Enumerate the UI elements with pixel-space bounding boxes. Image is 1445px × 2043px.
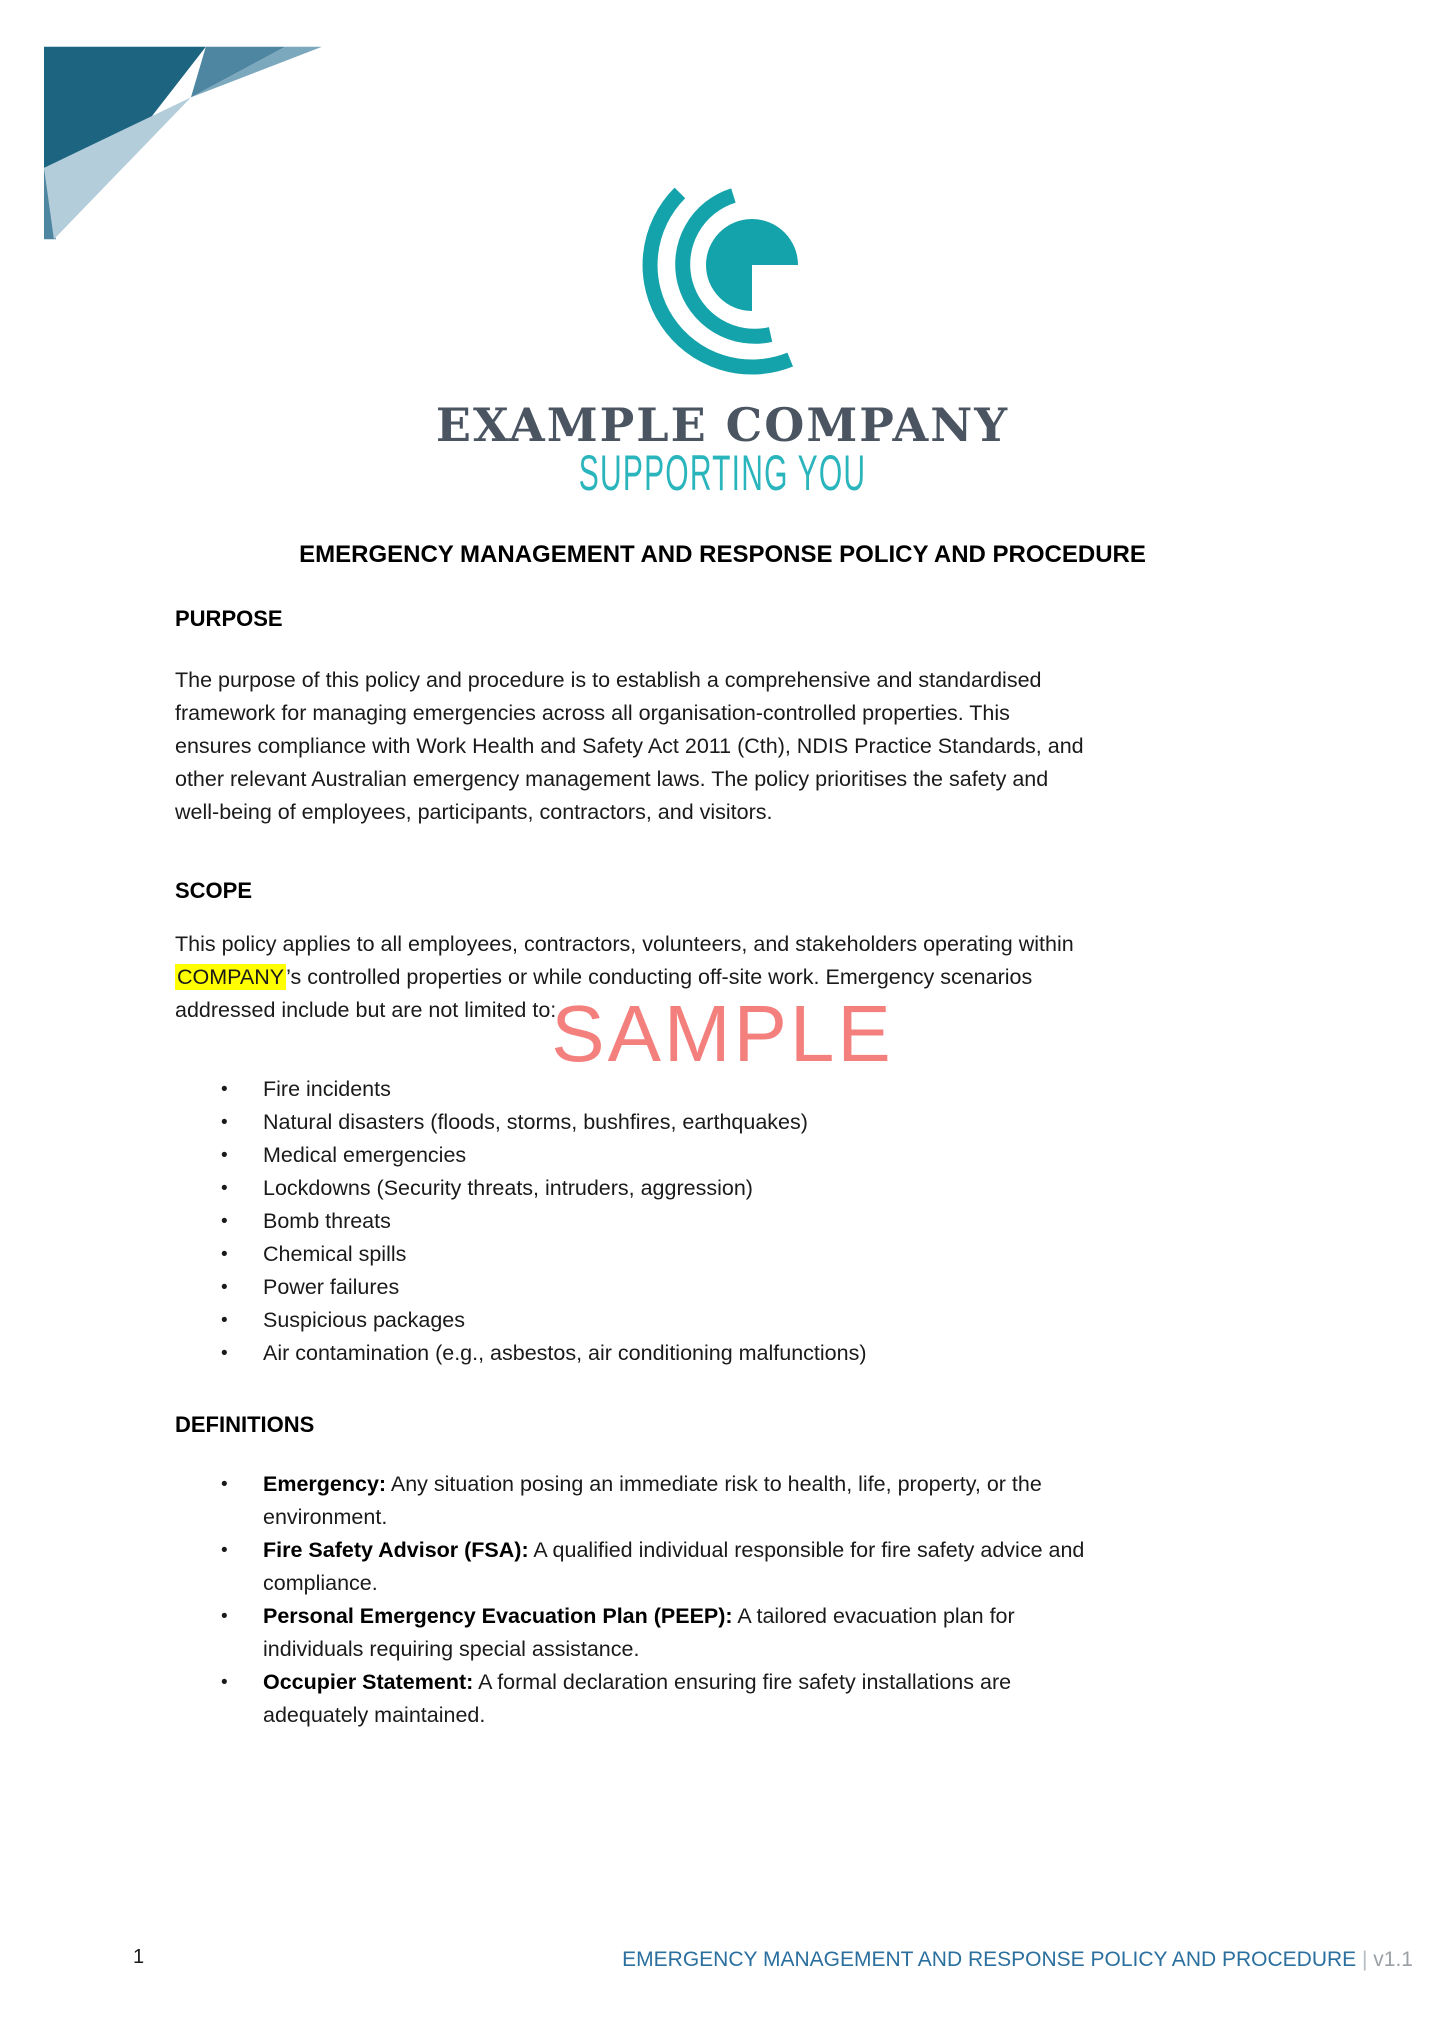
definition-term: Fire Safety Advisor (FSA): bbox=[263, 1538, 529, 1562]
footer-version: v1.1 bbox=[1373, 1948, 1413, 1971]
list-item bbox=[175, 1271, 1275, 1304]
list-item bbox=[175, 1205, 1275, 1238]
corner-triangles-decoration bbox=[44, 46, 322, 240]
list-item bbox=[175, 1600, 1275, 1666]
definition-list bbox=[175, 1468, 1275, 1732]
list-item bbox=[175, 1304, 1275, 1337]
definition-term: Occupier Statement: bbox=[263, 1670, 474, 1694]
list-item-text: Suspicious packages bbox=[263, 1308, 465, 1332]
definition-line: compliance. bbox=[263, 1571, 378, 1595]
list-item bbox=[175, 1238, 1275, 1271]
bullet-icon: • bbox=[221, 1310, 228, 1331]
bullet-icon: • bbox=[221, 1178, 228, 1199]
purpose-line: other relevant Australian emergency management laws. The policy prioritises the safety and bbox=[175, 767, 1049, 791]
brand-company-name: EXAMPLE COMPANY bbox=[435, 398, 1010, 452]
definition-line bbox=[263, 1666, 1275, 1699]
sample-watermark: SAMPLE bbox=[551, 989, 894, 1078]
definition-line bbox=[263, 1534, 1275, 1567]
list-item-text: Medical emergencies bbox=[263, 1143, 467, 1167]
bullet-icon: • bbox=[221, 1211, 228, 1232]
list-item-text: Lockdowns (Security threats, intruders, aggression) bbox=[263, 1176, 753, 1200]
bullet-icon: • bbox=[221, 1112, 228, 1133]
definition-term: Emergency: bbox=[263, 1472, 387, 1496]
scope-paragraph bbox=[175, 928, 1275, 1027]
brand-tagline-text: SUPPORTING YOU bbox=[578, 445, 867, 501]
list-item bbox=[175, 1337, 1275, 1370]
footer bbox=[622, 1948, 1413, 1972]
definition-line: environment. bbox=[263, 1505, 388, 1529]
scope-line-rest: ’s controlled properties or while conducting off-site work. Emergency scenarios bbox=[286, 965, 1033, 989]
purpose-paragraph bbox=[175, 664, 1275, 829]
list-item bbox=[175, 1106, 1275, 1139]
page-number: 1 bbox=[133, 1946, 145, 1968]
footer-doc-title: EMERGENCY MANAGEMENT AND RESPONSE POLICY AND PROCEDURE bbox=[622, 1948, 1357, 1971]
purpose-line: ensures compliance with Work Health and Safety Act 2011 (Cth), NDIS Practice Standards, and bbox=[175, 734, 1084, 758]
scope-line: This policy applies to all employees, contractors, volunteers, and stakeholders operating within bbox=[175, 932, 1074, 956]
list-item-text: Air contamination (e.g., asbestos, air conditioning malfunctions) bbox=[263, 1341, 867, 1365]
bullet-icon: • bbox=[221, 1672, 228, 1693]
section-heading-scope: SCOPE bbox=[175, 878, 253, 903]
definition-line: adequately maintained. bbox=[263, 1703, 486, 1727]
section-heading-purpose: PURPOSE bbox=[175, 606, 283, 631]
purpose-line: The purpose of this policy and procedure is to establish a comprehensive and standardised bbox=[175, 668, 1042, 692]
bullet-icon: • bbox=[221, 1540, 228, 1561]
list-item bbox=[175, 1073, 1275, 1106]
list-item bbox=[175, 1172, 1275, 1205]
bullet-icon: • bbox=[221, 1079, 228, 1100]
definition-text: A formal declaration ensuring fire safety installations are bbox=[473, 1670, 1012, 1694]
definition-text: A qualified individual responsible for fire safety advice and bbox=[528, 1538, 1085, 1562]
bullet-icon: • bbox=[221, 1244, 228, 1265]
definition-text: A tailored evacuation plan for bbox=[732, 1604, 1015, 1628]
definition-line bbox=[263, 1600, 1275, 1633]
bullet-icon: • bbox=[221, 1277, 228, 1298]
scenario-list bbox=[175, 1073, 1275, 1370]
brand-tagline bbox=[0, 444, 1445, 502]
list-item-text: Power failures bbox=[263, 1275, 400, 1299]
list-item-text: Bomb threats bbox=[263, 1209, 391, 1233]
footer-separator: | bbox=[1356, 1948, 1374, 1971]
list-item bbox=[175, 1468, 1275, 1534]
bullet-icon: • bbox=[221, 1474, 228, 1495]
list-item-text: Chemical spills bbox=[263, 1242, 407, 1266]
bullet-icon: • bbox=[221, 1606, 228, 1627]
scope-line: addressed include but are not limited to: bbox=[175, 998, 557, 1022]
purpose-line: framework for managing emergencies across all organisation-controlled properties. This bbox=[175, 701, 1010, 725]
definition-term: Personal Emergency Evacuation Plan (PEEP): bbox=[263, 1604, 733, 1628]
bullet-icon: • bbox=[221, 1145, 228, 1166]
section-heading-definitions: DEFINITIONS bbox=[175, 1412, 315, 1437]
list-item-text: Natural disasters (floods, storms, bushfires, earthquakes) bbox=[263, 1110, 808, 1134]
company-highlight: COMPANY bbox=[177, 965, 285, 989]
document-title: EMERGENCY MANAGEMENT AND RESPONSE POLICY AND PROCEDURE bbox=[299, 541, 1146, 568]
bullet-icon: • bbox=[221, 1343, 228, 1364]
purpose-line: well-being of employees, participants, contractors, and visitors. bbox=[175, 800, 773, 824]
list-item bbox=[175, 1139, 1275, 1172]
company-logo-icon bbox=[637, 157, 867, 387]
definition-line: individuals requiring special assistance. bbox=[263, 1637, 640, 1661]
definition-line bbox=[263, 1468, 1275, 1501]
list-item bbox=[175, 1666, 1275, 1732]
list-item bbox=[175, 1534, 1275, 1600]
definition-text: Any situation posing an immediate risk to health, life, property, or the bbox=[386, 1472, 1042, 1496]
scope-line bbox=[175, 961, 1275, 994]
list-item-text: Fire incidents bbox=[263, 1077, 391, 1101]
